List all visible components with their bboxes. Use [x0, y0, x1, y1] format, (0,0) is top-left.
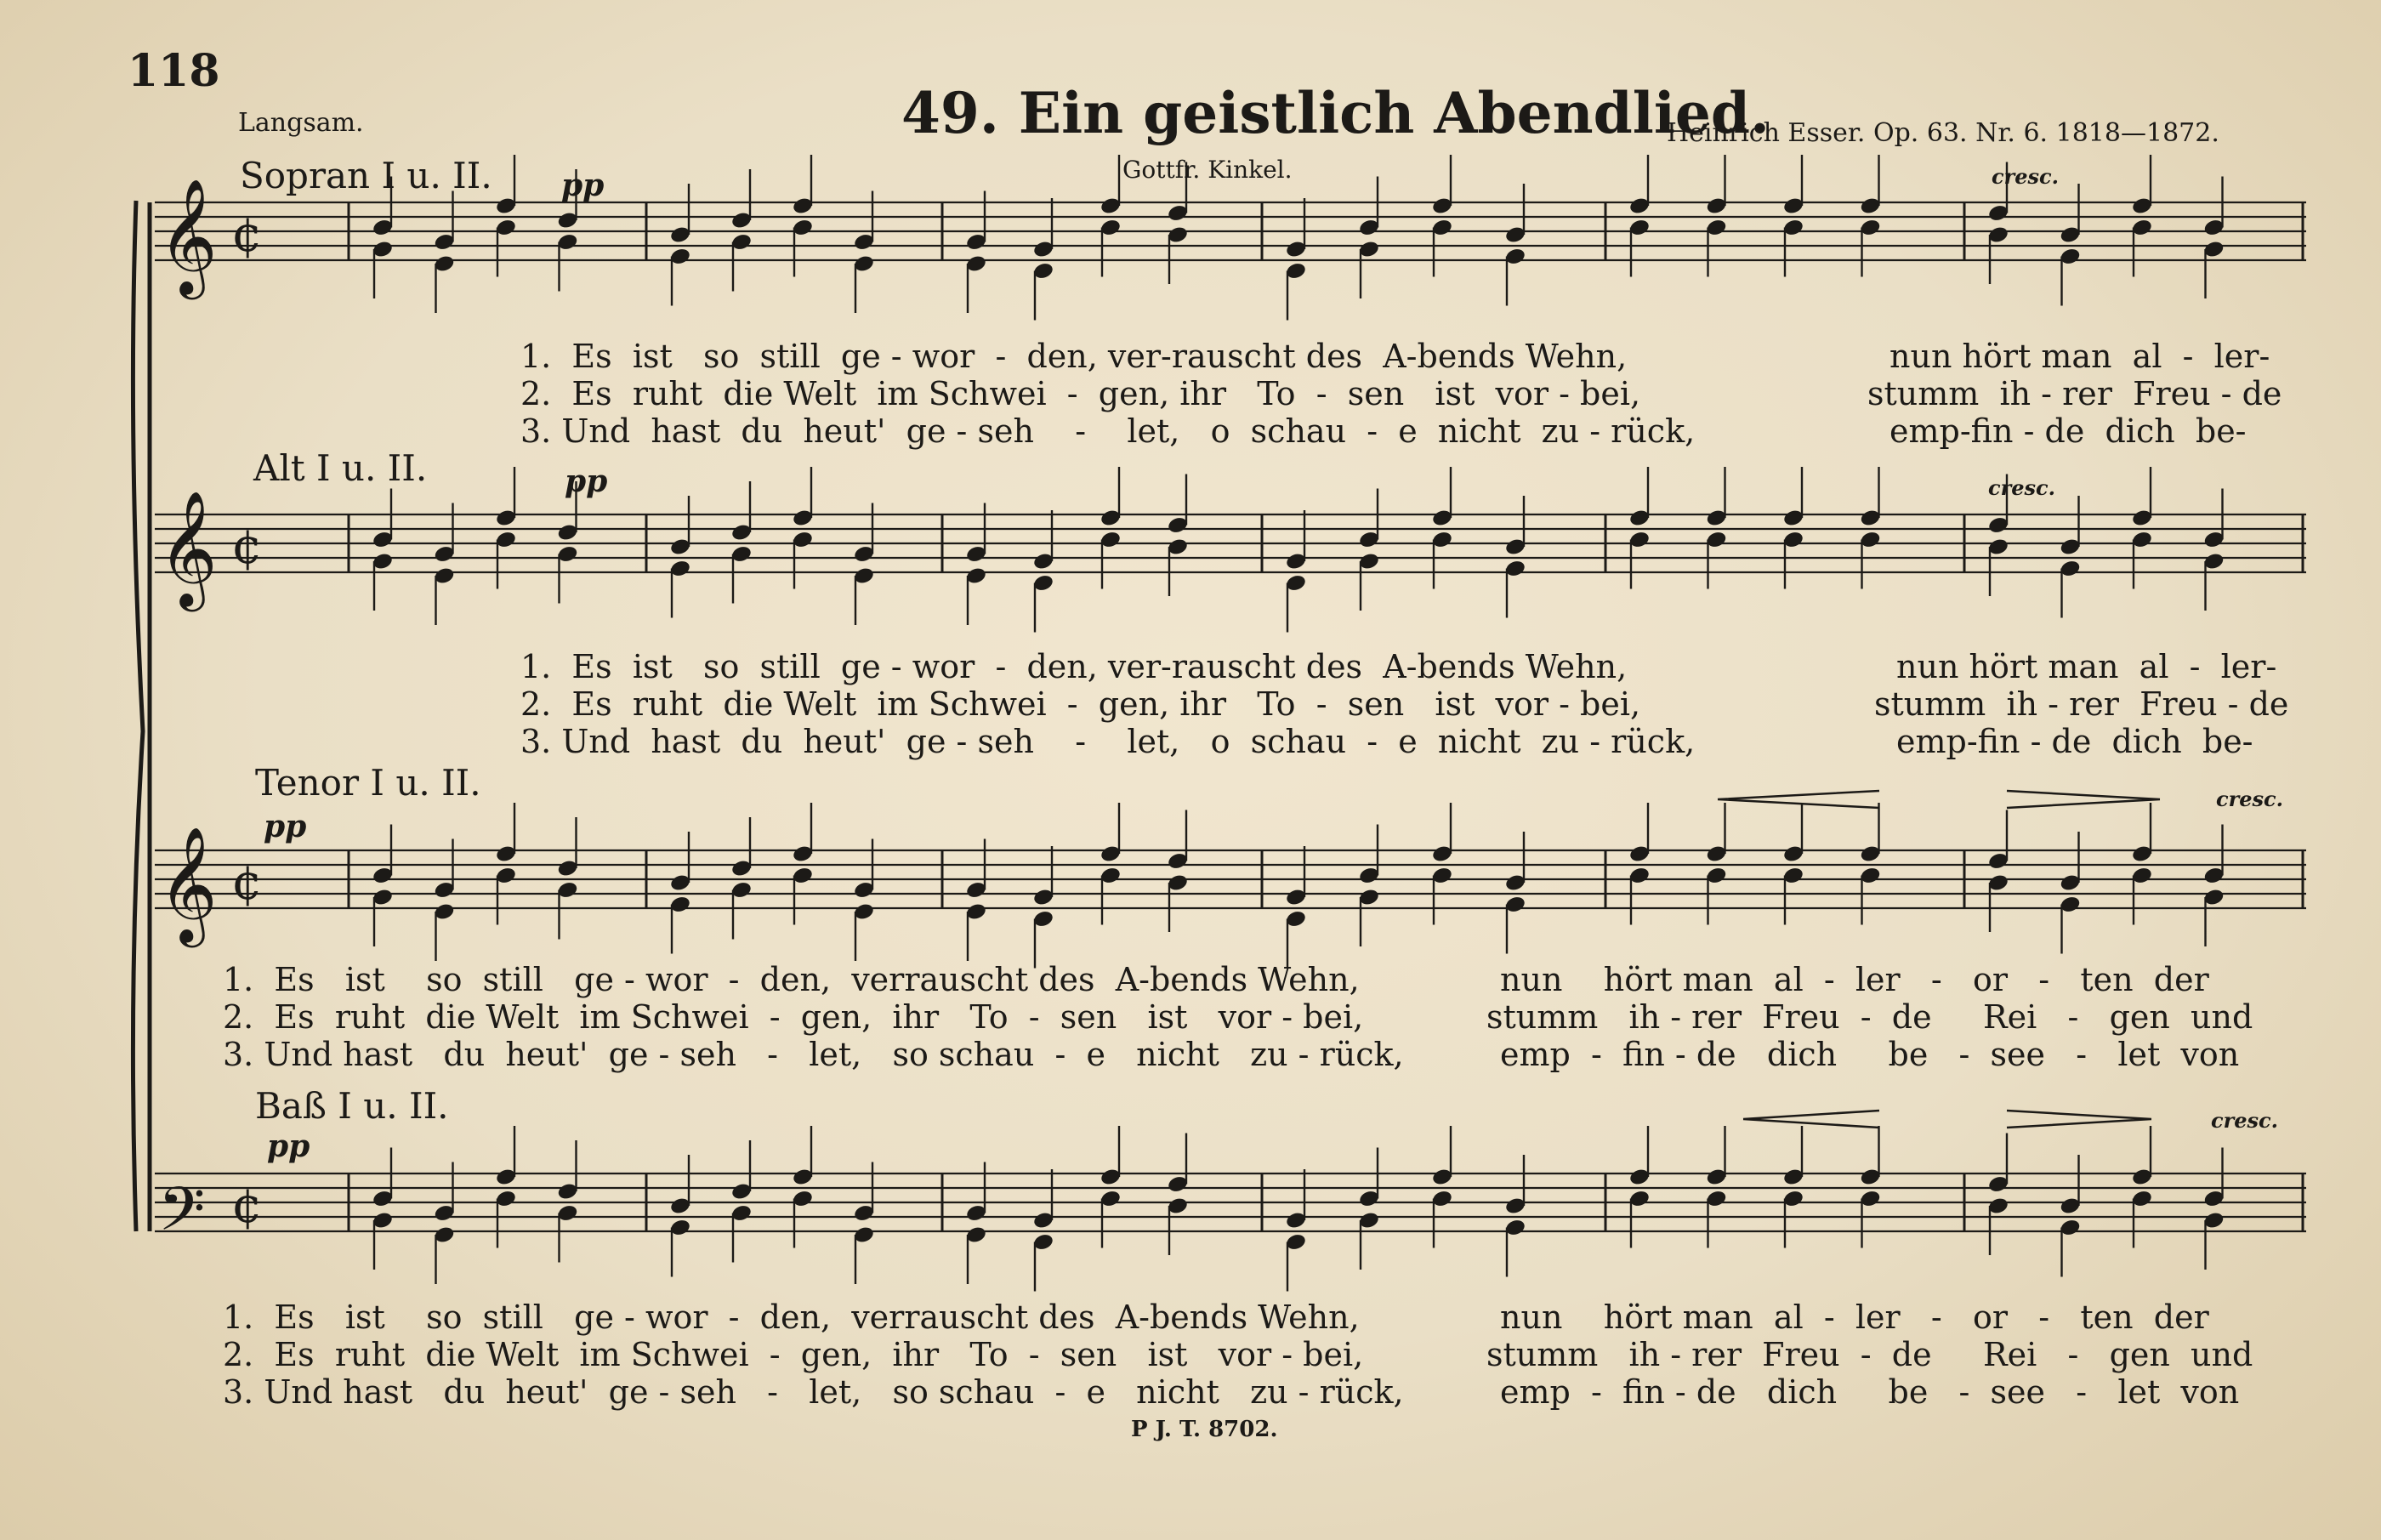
bass-lyric-verse3: 3. Und hast du heut' ge - seh - let, so schau - e nicht zu - rück, — [223, 1373, 1404, 1411]
page-number: 118 — [128, 45, 220, 97]
voice-label-bass: Baß I u. II. — [255, 1085, 449, 1127]
time-signature-icon: ¢ — [231, 205, 263, 263]
treble-clef-icon: 𝄞 — [158, 177, 218, 294]
decrescendo-hairpin — [2007, 791, 2160, 808]
sopran-lyric-verse1: 1. Es ist so still ge - wor - den, ver-rauscht des A-bends Wehn, — [520, 338, 1628, 375]
tempo-marking: Langsam. — [238, 108, 364, 138]
alt-lyric-verse2-end: stumm ih - rer Freu - de — [1874, 685, 2289, 723]
sopran-lyric-verse3-end: emp-fin - de dich be- — [1889, 412, 2247, 450]
alt-lyric-verse1-end: nun hört man al - ler- — [1896, 648, 2277, 685]
tenor-lyric-verse3: 3. Und hast du heut' ge - seh - let, so schau - e nicht zu - rück, — [223, 1036, 1404, 1073]
alt-lyric-verse2: 2. Es ruht die Welt im Schwei - gen, ihr To - sen ist vor - bei, — [520, 685, 1641, 723]
bass-lyric-verse1: 1. Es ist so still ge - wor - den, verrauscht des A-bends Wehn, — [223, 1298, 1360, 1336]
voice-label-alt: Alt I u. II. — [253, 447, 428, 489]
bass-clef-icon: 𝄢 — [158, 1174, 206, 1259]
tenor-lyric-verse2-end: stumm ih - rer Freu - de Rei - gen und — [1486, 998, 2253, 1036]
poet-credit: Gottfr. Kinkel. — [1122, 156, 1293, 184]
sopran-lyric-verse3: 3. Und hast du heut' ge - seh - let, o schau - e nicht zu - rück, — [520, 412, 1696, 450]
dynamic-pp-bass: pp — [267, 1128, 310, 1164]
composer-credit: Heinrich Esser. Op. 63. Nr. 6. 1818—1872. — [1667, 118, 2219, 148]
song-title: 49. Ein geistlich Abendlied. — [901, 80, 1770, 146]
time-signature-icon: ¢ — [231, 1176, 263, 1234]
crescendo-hairpin — [1718, 791, 1879, 808]
alt-lyric-verse3-end: emp-fin - de dich be- — [1896, 723, 2253, 760]
decrescendo-hairpin — [2007, 1111, 2151, 1128]
cresc-sopran: cresc. — [1992, 164, 2060, 189]
bass-lyric-verse2-end: stumm ih - rer Freu - de Rei - gen und — [1486, 1336, 2253, 1373]
cresc-tenor: cresc. — [2216, 787, 2284, 811]
tenor-lyric-verse1: 1. Es ist so still ge - wor - den, verrauscht des A-bends Wehn, — [223, 961, 1360, 998]
bass-lyric-verse3-end: emp - fin - de dich be - see - let von — [1500, 1373, 2240, 1411]
voice-label-sopran: Sopran I u. II. — [240, 155, 492, 196]
voice-label-tenor: Tenor I u. II. — [255, 762, 481, 804]
dynamic-pp-alt: pp — [565, 463, 608, 499]
dynamic-pp-sopran: pp — [561, 168, 605, 203]
cresc-alt: cresc. — [1988, 475, 2056, 500]
sopran-lyric-verse2-end: stumm ih - rer Freu - de — [1867, 375, 2282, 412]
time-signature-icon: ¢ — [231, 853, 263, 911]
sopran-lyric-verse2: 2. Es ruht die Welt im Schwei - gen, ihr To - sen ist vor - bei, — [520, 375, 1641, 412]
plate-number: P J. T. 8702. — [1131, 1417, 1278, 1442]
alt-lyric-verse3: 3. Und hast du heut' ge - seh - let, o schau - e nicht zu - rück, — [520, 723, 1696, 760]
treble-clef-icon: 𝄞 — [158, 825, 218, 942]
tenor-lyric-verse3-end: emp - fin - de dich be - see - let von — [1500, 1036, 2240, 1073]
tenor-lyric-verse1-end: nun hört man al - ler - or - ten der — [1500, 961, 2209, 998]
cresc-bass: cresc. — [2211, 1108, 2279, 1133]
bass-lyric-verse2: 2. Es ruht die Welt im Schwei - gen, ihr To - sen ist vor - bei, — [223, 1336, 1364, 1373]
sopran-lyric-verse1-end: nun hört man al - ler- — [1889, 338, 2270, 375]
tenor-lyric-verse2: 2. Es ruht die Welt im Schwei - gen, ihr To - sen ist vor - bei, — [223, 998, 1364, 1036]
bass-lyric-verse1-end: nun hört man al - ler - or - ten der — [1500, 1298, 2209, 1336]
time-signature-icon: ¢ — [231, 517, 263, 575]
alt-lyric-verse1: 1. Es ist so still ge - wor - den, ver-rauscht des A-bends Wehn, — [520, 648, 1628, 685]
system-brace — [133, 201, 143, 1231]
treble-clef-icon: 𝄞 — [158, 489, 218, 606]
dynamic-pp-tenor: pp — [264, 809, 307, 844]
crescendo-hairpin — [1743, 1111, 1879, 1128]
